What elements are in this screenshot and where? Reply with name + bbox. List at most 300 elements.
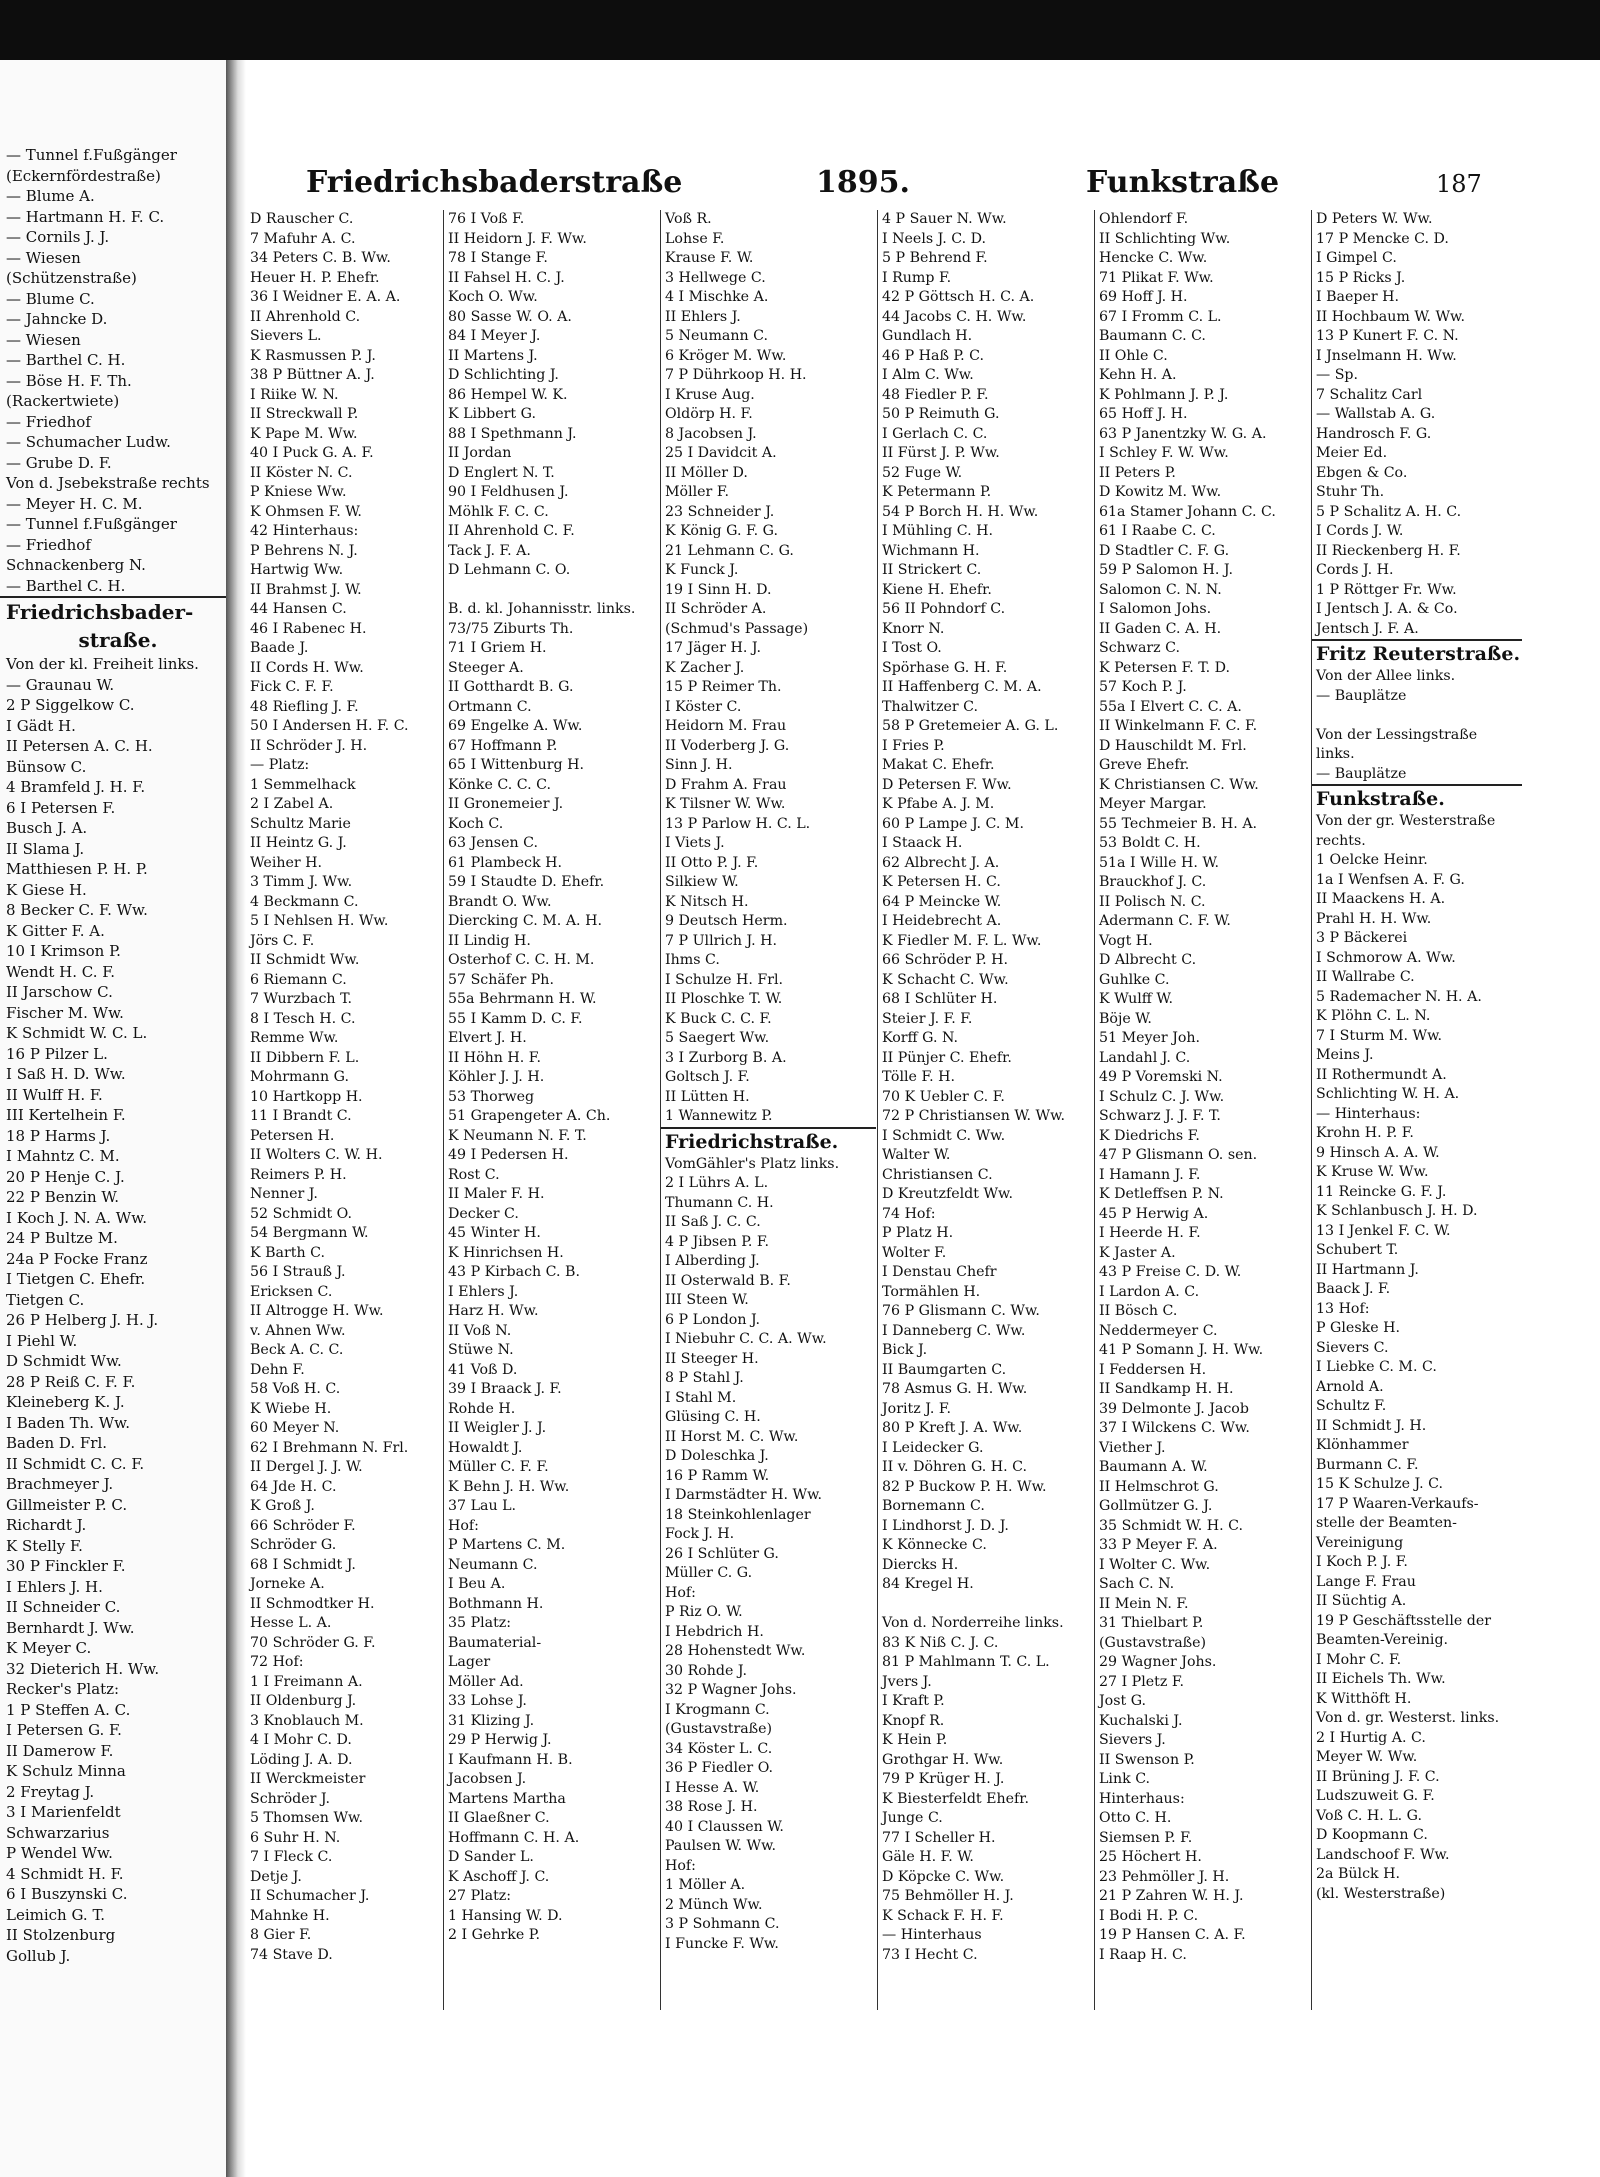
directory-entry [878,1595,1093,1615]
directory-entry: K Pohlmann J. P. J. [1099,386,1229,403]
directory-entry: 19 I Sinn H. D. [665,581,772,598]
directory-entry: 7 I Sturm M. Ww. [1316,1027,1443,1044]
directory-entry: 51 Meyer Joh. [1099,1030,1201,1046]
directory-entry: I Mahntz C. M. [6,1147,120,1165]
directory-entry: II Winkelmann F. C. F. [1099,718,1258,734]
directory-entry: II Schmidt Ww. [250,952,360,968]
directory-entry: — Graunau W. [6,675,115,694]
directory-entry: I Leidecker G. [882,1439,984,1456]
directory-entry: I Feddersen H. [1099,1361,1207,1378]
directory-entry: Möhlk F. C. C. [448,503,549,520]
directory-entry: Lange F. Frau [1316,1573,1416,1590]
directory-entry: I Saß H. D. Ww. [6,1065,126,1083]
directory-entry: 66 Schröder P. H. [882,952,1009,968]
directory-entry: links. [1316,746,1355,762]
directory-entry: I Baeper H. [1316,289,1400,305]
left-page-street-title-cont: straße. [78,628,158,652]
directory-entry: 6 Riemann C. [250,971,347,988]
directory-entry: K Schacht C. Ww. [882,971,1009,988]
directory-entry: — Wiesen [6,248,81,267]
directory-entry: II Petersen A. C. H. [6,737,153,755]
directory-entry: 4 I Mohr C. D. [250,1732,352,1748]
directory-entry: — Blume A. [6,187,95,205]
directory-entry: II Cords H. Ww. [250,659,364,676]
directory-entry: 70 Schröder G. F. [250,1634,376,1651]
directory-entry: 17 P Waaren-Verkaufs- [1316,1495,1479,1512]
directory-entry: 16 P Ramm W. [665,1467,770,1484]
directory-entry: Baumaterial- [448,1634,542,1651]
directory-entry: 90 I Feldhusen J. [448,484,569,500]
directory-entry: Jost G. [1099,1693,1147,1709]
directory-entry: 55 Techmeier B. H. A. [1099,815,1258,832]
directory-entry: I Koch J. N. A. Ww. [6,1208,148,1227]
directory-entry: II Swenson P. [1099,1751,1195,1768]
directory-entry: Schultz Marie [250,815,351,832]
directory-entry: 76 P Glismann C. Ww. [882,1303,1040,1319]
directory-entry: II Altrogge H. Ww. [250,1303,384,1319]
directory-entry: Steeger A. [448,659,524,676]
directory-entry: 2a Bülck H. [1316,1866,1401,1882]
directory-entry: Bünsow C. [6,757,87,776]
directory-entry: Sinn J. H. [665,757,733,773]
directory-entry: 57 Koch P. J. [1099,679,1187,695]
directory-entry: 44 Hansen C. [250,601,347,617]
directory-entry: 55 I Kamm D. C. F. [448,1010,583,1027]
directory-entry: Sievers C. [1316,1339,1389,1356]
directory-entry: Tietgen C. [6,1290,85,1309]
directory-entry: Krause F. W. [665,250,754,266]
directory-entry: 28 Hohenstedt Ww. [665,1643,806,1659]
directory-entry: K Giese H. [6,880,87,899]
directory-entry: K Hinrichsen H. [448,1244,564,1261]
directory-entry: — Barthel C. H. [6,576,126,595]
directory-entry: 26 P Helberg J. H. J. [6,1311,159,1329]
directory-entry: Kleineberg K. J. [6,1393,125,1411]
directory-entry: — Platz: [250,757,310,773]
directory-entry: 25 Höchert H. [1099,1849,1202,1865]
directory-entry: 31 Thielbart P. [1099,1615,1204,1631]
directory-entry: Stuhr Th. [1316,484,1385,500]
directory-entry: 33 P Meyer F. A. [1099,1537,1218,1553]
directory-entry: 23 Pehmöller J. H. [1099,1868,1230,1885]
directory-entry: II Slama J. [6,839,85,858]
directory-entry: II Heidorn J. F. Ww. [448,230,587,247]
directory-entry: II Weigler J. J. [448,1420,547,1436]
directory-entry: Petersen H. [250,1127,335,1144]
directory-entry: Schlichting W. H. A. [1316,1086,1460,1102]
directory-entry: D Sander L. [448,1849,534,1865]
directory-entry: 2 Münch Ww. [665,1896,763,1913]
directory-entry: — Böse H. F. Th. [6,371,132,390]
directory-entry: 7 Schalitz Carl [1316,386,1423,403]
directory-entry: II Glaeßner C. [448,1810,550,1826]
directory-entry: II Otto P. J. F. [665,854,759,871]
directory-entry: Vereinigung [1316,1534,1404,1551]
directory-entry: 75 Behmöller H. J. [882,1888,1014,1904]
left-page-street-title: Friedrichsbader- [0,596,230,626]
directory-entry: 18 Steinkohlenlager [665,1506,811,1523]
directory-entry: K Zacher J. [665,659,745,676]
directory-entry: K Petermann P. [882,484,992,500]
directory-entry: Tack J. F. A. [448,542,531,559]
directory-entry: II Ohle C. [1099,347,1168,364]
directory-entry: I Köster C. [665,698,742,715]
directory-entry: 44 Jacobs C. H. Ww. [882,308,1027,325]
directory-entry: 4 P Jibsen P. F. [665,1233,770,1250]
directory-entry: Burmann C. F. [1316,1456,1419,1473]
directory-entry: 1a I Wenfsen A. F. G. [1316,871,1465,888]
directory-entry: (Schmud's Passage) [665,620,809,637]
directory-entry: 65 I Wittenburg H. [448,757,584,773]
directory-entry: D Koopmann C. [1316,1827,1428,1843]
directory-entry: Ortmann C. [448,698,532,715]
directory-entry: D Albrecht C. [1099,952,1197,968]
directory-entry: I Hebdrich H. [665,1623,764,1640]
directory-entry: 76 I Voß F. [448,211,525,227]
directory-entry: 5 Rademacher N. H. A. [1316,988,1482,1005]
directory-entry: II Gaden C. A. H. [1099,620,1222,637]
directory-entry: Viether J. [1099,1439,1166,1456]
directory-entry: — Hinterhaus: [1316,1105,1421,1122]
directory-entry: II Baumgarten C. [882,1361,1007,1378]
directory-entry: II Lütten H. [665,1088,750,1105]
directory-page [246,130,1576,2030]
directory-entry: Landschoof F. Ww. [1316,1846,1450,1863]
directory-entry: 42 Hinterhaus: [250,523,359,539]
book-spine [226,60,246,2177]
directory-entry: 2 I Lührs A. L. [665,1175,769,1191]
directory-entry: 73/75 Ziburts Th. [448,620,574,637]
directory-entry: Meyer Margar. [1099,796,1207,812]
directory-entry: Vogt H. [1099,932,1153,949]
directory-entry: Hesse L. A. [250,1615,332,1631]
directory-entry: 83 K Niß C. J. C. [882,1634,999,1651]
directory-entry: D Köpcke C. Ww. [882,1868,1005,1885]
directory-entry: Kiene H. Ehefr. [882,581,992,598]
directory-entry: II Rothermundt A. [1316,1066,1447,1083]
directory-entry: 48 Riefling J. F. [250,698,359,715]
directory-entry: II Voderberg J. G. [665,737,790,754]
directory-entry: Prahl H. H. Ww. [1316,910,1432,927]
directory-entry: 4 Beckmann C. [250,893,359,910]
directory-entry: 58 P Gretemeier A. G. L. [882,718,1059,734]
directory-entry: I Beu A. [448,1576,506,1592]
directory-entry: 80 P Kreft J. A. Ww. [882,1420,1023,1436]
directory-entry: 64 Jde H. C. [250,1478,337,1495]
directory-entry: 2 I Hurtig A. C. [1316,1729,1426,1746]
directory-entry: Brachmeyer J. [6,1475,114,1493]
directory-entry: 77 I Scheller H. [882,1829,996,1846]
directory-entry: 32 P Wagner Johs. [665,1682,797,1698]
directory-entry: Wolter F. [882,1244,947,1261]
directory-column-2 [443,210,659,2010]
directory-entry: 7 Wurzbach T. [250,991,352,1007]
directory-entry: Adermann C. F. W. [1099,913,1231,929]
directory-entry: Decker C. [448,1205,519,1222]
directory-entry: K Wiebe H. [250,1400,332,1417]
directory-entry: I Tost O. [882,640,942,656]
directory-entry: III Steen W. [665,1292,749,1308]
directory-entry: Neddermeyer C. [1099,1322,1218,1339]
directory-entry: 72 Hof: [250,1654,304,1670]
directory-entry: 7 P Ullrich J. H. [665,932,778,949]
directory-entry: K Diedrichs F. [1099,1127,1200,1144]
directory-entry: II Eichels Th. Ww. [1316,1671,1446,1687]
directory-entry: 4 I Mischke A. [665,289,769,305]
directory-entry: II Mein N. F. [1099,1595,1189,1612]
directory-column-3 [660,210,876,2010]
directory-entry: Baumann C. C. [1099,328,1206,344]
directory-entry: 45 P Herwig A. [1099,1205,1209,1222]
directory-entry: II Hartmann J. [1316,1261,1419,1278]
directory-entry: Schwarz J. J. F. T. [1099,1108,1221,1124]
directory-entry: 43 P Kirbach C. B. [448,1264,580,1280]
directory-entry: Rost C. [448,1166,500,1183]
directory-entry: 2 I Zabel A. [250,796,334,812]
directory-entry: 2 I Gehrke P. [448,1927,540,1943]
directory-entry: I Koch P. J. F. [1316,1554,1408,1570]
directory-entry: Walter W. [882,1147,951,1163]
directory-entry: Von d. Norderreihe links. [882,1615,1064,1631]
directory-entry: Cords J. H. [1316,562,1394,578]
directory-entry: — Friedhof [6,535,91,554]
directory-entry: Hof: [448,1517,479,1534]
directory-entry: Greve Ehefr. [1099,757,1190,773]
directory-entry: Detje J. [250,1868,302,1885]
directory-entry: II Köster N. C. [250,464,353,481]
directory-entry: 46 I Rabenec H. [250,620,367,637]
directory-entry: II Brahmst J. W. [250,581,362,598]
directory-entry: — Wallstab A. G. [1316,406,1436,422]
directory-entry: 11 Reincke G. F. J. [1316,1183,1447,1200]
directory-entry: 42 P Göttsch H. C. A. [882,289,1035,305]
directory-entry: II Süchtig A. [1316,1593,1407,1609]
directory-entry: 41 Voß D. [448,1361,518,1378]
directory-entry: I Schmidt C. Ww. [882,1127,1006,1144]
directory-entry: I Petersen G. F. [6,1721,122,1739]
directory-entry: K Groß J. [250,1498,315,1514]
directory-entry: 8 Becker C. F. Ww. [6,901,148,919]
directory-column-5 [1094,210,1310,2010]
directory-entry: D Petersen F. Ww. [882,776,1012,793]
directory-entry: II Oldenburg J. [250,1693,357,1709]
directory-entry: 8 I Tesch H. C. [250,1010,356,1027]
directory-entry: I Hamann J. F. [1099,1166,1201,1183]
directory-entry: K Stelly F. [6,1536,83,1555]
directory-entry: Goltsch J. F. [665,1069,750,1085]
directory-entry: Richardt J. [6,1516,87,1534]
directory-entry: K Buck C. C. F. [665,1010,772,1027]
directory-entry: 61a Stamer Johann C. C. [1099,503,1276,520]
directory-entry: 40 I Puck G. A. F. [250,445,374,461]
directory-entry: II Möller D. [665,464,748,481]
directory-entry: II Pünjer C. Ehefr. [882,1049,1012,1066]
directory-entry: K Gitter F. A. [6,921,105,940]
directory-entry: 61 I Raabe C. C. [1099,523,1216,539]
directory-entry: Hof: [665,1857,696,1874]
directory-entry: I Tietgen C. Ehefr. [6,1270,146,1288]
directory-entry: Reimers P. H. [250,1166,347,1183]
directory-entry: 69 Hoff J. H. [1099,289,1188,305]
directory-entry: D Rauscher C. [250,211,354,227]
directory-entry: (kl. Westerstraße) [1316,1885,1446,1902]
directory-entry: 5 Saegert Ww. [665,1030,770,1046]
directory-entry: Mahnke H. [250,1907,330,1924]
directory-entry: Gollub J. [6,1946,71,1965]
directory-entry: Hoffmann C. H. A. [448,1829,580,1846]
directory-entry: 15 P Reimer Th. [665,679,782,695]
directory-entry: I Stahl M. [665,1389,737,1406]
directory-entry: Dehn F. [250,1361,305,1378]
directory-entry: 4 P Sauer N. Ww. [882,211,1007,227]
directory-entry: 37 I Wilckens C. Ww. [1099,1420,1250,1436]
directory-entry: — Grube D. F. [6,453,112,472]
directory-entry: II Fahsel H. C. J. [448,269,565,286]
directory-entry: — Tunnel f.Fußgänger [6,515,177,533]
directory-entry: 23 Schneider J. [665,503,775,520]
directory-entry: I Gädt H. [6,716,76,735]
directory-entry: 16 P Pilzer L. [6,1044,108,1063]
directory-entry: Tölle F. H. [882,1069,955,1085]
directory-entry: I Neels J. C. D. [882,230,987,247]
directory-entry: K Hein P. [882,1732,948,1748]
directory-entry: Koch C. [448,815,504,832]
directory-entry: stelle der Beamten- [1316,1515,1457,1531]
directory-entry: 71 Plikat F. Ww. [1099,269,1214,286]
directory-entry: 29 P Herwig J. [448,1732,552,1748]
directory-entry: Krohn H. P. F. [1316,1125,1414,1141]
directory-entry: Schwarzarius [6,1823,110,1842]
directory-entry: B. d. kl. Johannisstr. links. [448,601,636,617]
directory-entry: 38 P Büttner A. J. [250,367,375,383]
directory-entry: II Schumacher J. [250,1888,370,1904]
directory-entry: Jörs C. F. [250,932,315,949]
directory-entry: Remme Ww. [250,1030,339,1046]
directory-entry: Matthiesen P. H. P. [6,860,148,878]
directory-entry: 26 I Schlüter G. [665,1545,779,1562]
directory-entry: Ericksen C. [250,1283,333,1300]
directory-entry [1312,706,1522,726]
directory-entry: K Nitsch H. [665,893,749,910]
directory-entry: Joritz J. F. [882,1400,951,1417]
directory-entry: 53 Boldt C. H. [1099,835,1201,851]
directory-entry: — Bauplätze [1316,687,1407,704]
directory-entry: 68 I Schmidt J. [250,1556,356,1573]
directory-entry: Handrosch F. G. [1316,425,1432,442]
directory-entry: Schröder G. [250,1537,337,1553]
directory-entry: II Horst M. C. Ww. [665,1428,799,1445]
directory-entry: Hinterhaus: [1099,1790,1185,1807]
directory-entry: 39 I Braack J. F. [448,1381,562,1397]
directory-entry: 13 P Kunert F. C. N. [1316,328,1459,344]
directory-entry: 10 I Krimson P. [6,942,121,960]
directory-entry: 82 P Buckow P. H. Ww. [882,1478,1047,1495]
directory-entry: II Wallrabe C. [1316,969,1415,985]
directory-entry: 6 P London J. [665,1311,761,1328]
directory-entry: Schnackenberg N. [6,556,146,574]
directory-entry: Sach C. N. [1099,1576,1175,1592]
directory-entry: 7 Mafuhr A. C. [250,230,356,247]
directory-entry: Fischer M. Ww. [6,1003,124,1022]
directory-entry: Ohlendorf F. [1099,211,1189,227]
directory-entry: D Schlichting J. [448,367,559,383]
directory-entry: I Rump F. [882,269,952,286]
directory-entry: 56 II Pohndorf C. [882,601,1006,617]
directory-entry: II Ahrenhold C. F. [448,523,575,539]
directory-entry: II Polisch N. C. [1099,893,1206,910]
directory-entry: I Baden Th. Ww. [6,1413,131,1432]
directory-entry: Jacobsen J. [448,1771,527,1787]
directory-entry: I Krogmann C. [665,1701,770,1718]
directory-entry: 56 I Strauß J. [250,1264,346,1280]
directory-entry: Meyer W. Ww. [1316,1749,1418,1765]
directory-entry: P Riz O. W. [665,1604,743,1620]
directory-entry: 13 I Jenkel F. C. W. [1316,1222,1451,1239]
directory-entry: Böje W. [1099,1010,1152,1027]
directory-entry: 3 I Zurborg B. A. [665,1049,787,1066]
directory-entry: — Hartmann H. F. C. [6,207,165,226]
directory-entry: II Peters P. [1099,464,1176,481]
directory-entry: — Meyer H. C. M. [6,494,143,513]
directory-entry: Ihms C. [665,952,720,968]
directory-entry: Junge C. [882,1810,943,1826]
directory-entry: I Riike W. N. [250,386,339,403]
directory-entry: I Ehlers J. [448,1283,519,1300]
directory-entry: I Gerlach C. C. [882,425,988,442]
directory-entry: (Schützenstraße) [6,269,137,287]
directory-entry: D Kreutzfeldt Ww. [882,1186,1014,1202]
directory-entry: Sievers L. [250,328,322,344]
directory-entry: Mohrmann G. [250,1069,350,1085]
directory-entry: Gollmützer G. J. [1099,1498,1213,1514]
directory-entry: Knopf R. [882,1712,945,1729]
directory-entry: Arnold A. [1316,1378,1384,1395]
directory-entry: Spörhase G. H. F. [882,659,1008,676]
directory-entry: 3 Hellwege C. [665,269,766,286]
directory-entry: 5 I Nehlsen H. Ww. [250,913,389,929]
directory-entry: Thalwitzer C. [882,698,979,715]
directory-entry: Müller C. G. [665,1565,753,1581]
directory-entry: Landahl J. C. [1099,1049,1191,1066]
directory-entry: II Ploschke T. W. [665,991,783,1007]
directory-entry: Bernhardt J. Ww. [6,1618,135,1637]
directory-entry: 66 Schröder F. [250,1517,356,1534]
directory-entry: 19 P Geschäftsstelle der [1316,1612,1492,1629]
directory-entry: I Bodi H. P. C. [1099,1907,1199,1924]
directory-entry: II Haffenberg C. M. A. [882,679,1042,695]
directory-entry: Baumann A. W. [1099,1459,1208,1475]
directory-entry: II Gronemeier J. [448,796,564,812]
directory-entry: Jvers J. [882,1673,932,1690]
directory-entry: 13 P Parlow H. C. L. [665,815,811,832]
directory-entry: 1 Wannewitz P. [665,1108,773,1124]
directory-entry: II Damerow F. [6,1741,114,1760]
directory-entry: II Schmidt C. C. F. [6,1454,145,1473]
directory-entry: Hartwig Ww. [250,562,344,578]
directory-entry: Wendt H. C. F. [6,962,116,981]
directory-entry: 1 Semmelhack [250,776,356,793]
directory-entry: Busch J. A. [6,819,88,837]
directory-entry: II Strickert C. [882,562,982,578]
directory-entry: 2 P Siggelkow C. [6,696,135,714]
directory-entry: I Lindhorst J. D. J. [882,1517,1009,1534]
directory-entry: D Lehmann C. O. [448,562,571,578]
directory-entry: 4 Bramfeld J. H. F. [6,778,146,796]
directory-entry: K König G. F. G. [665,523,778,539]
directory-entry: Müller C. F. F. [448,1459,549,1475]
directory-entry: 61 Plambeck H. [448,854,562,871]
directory-entry: 28 P Reiß C. F. F. [6,1372,136,1391]
